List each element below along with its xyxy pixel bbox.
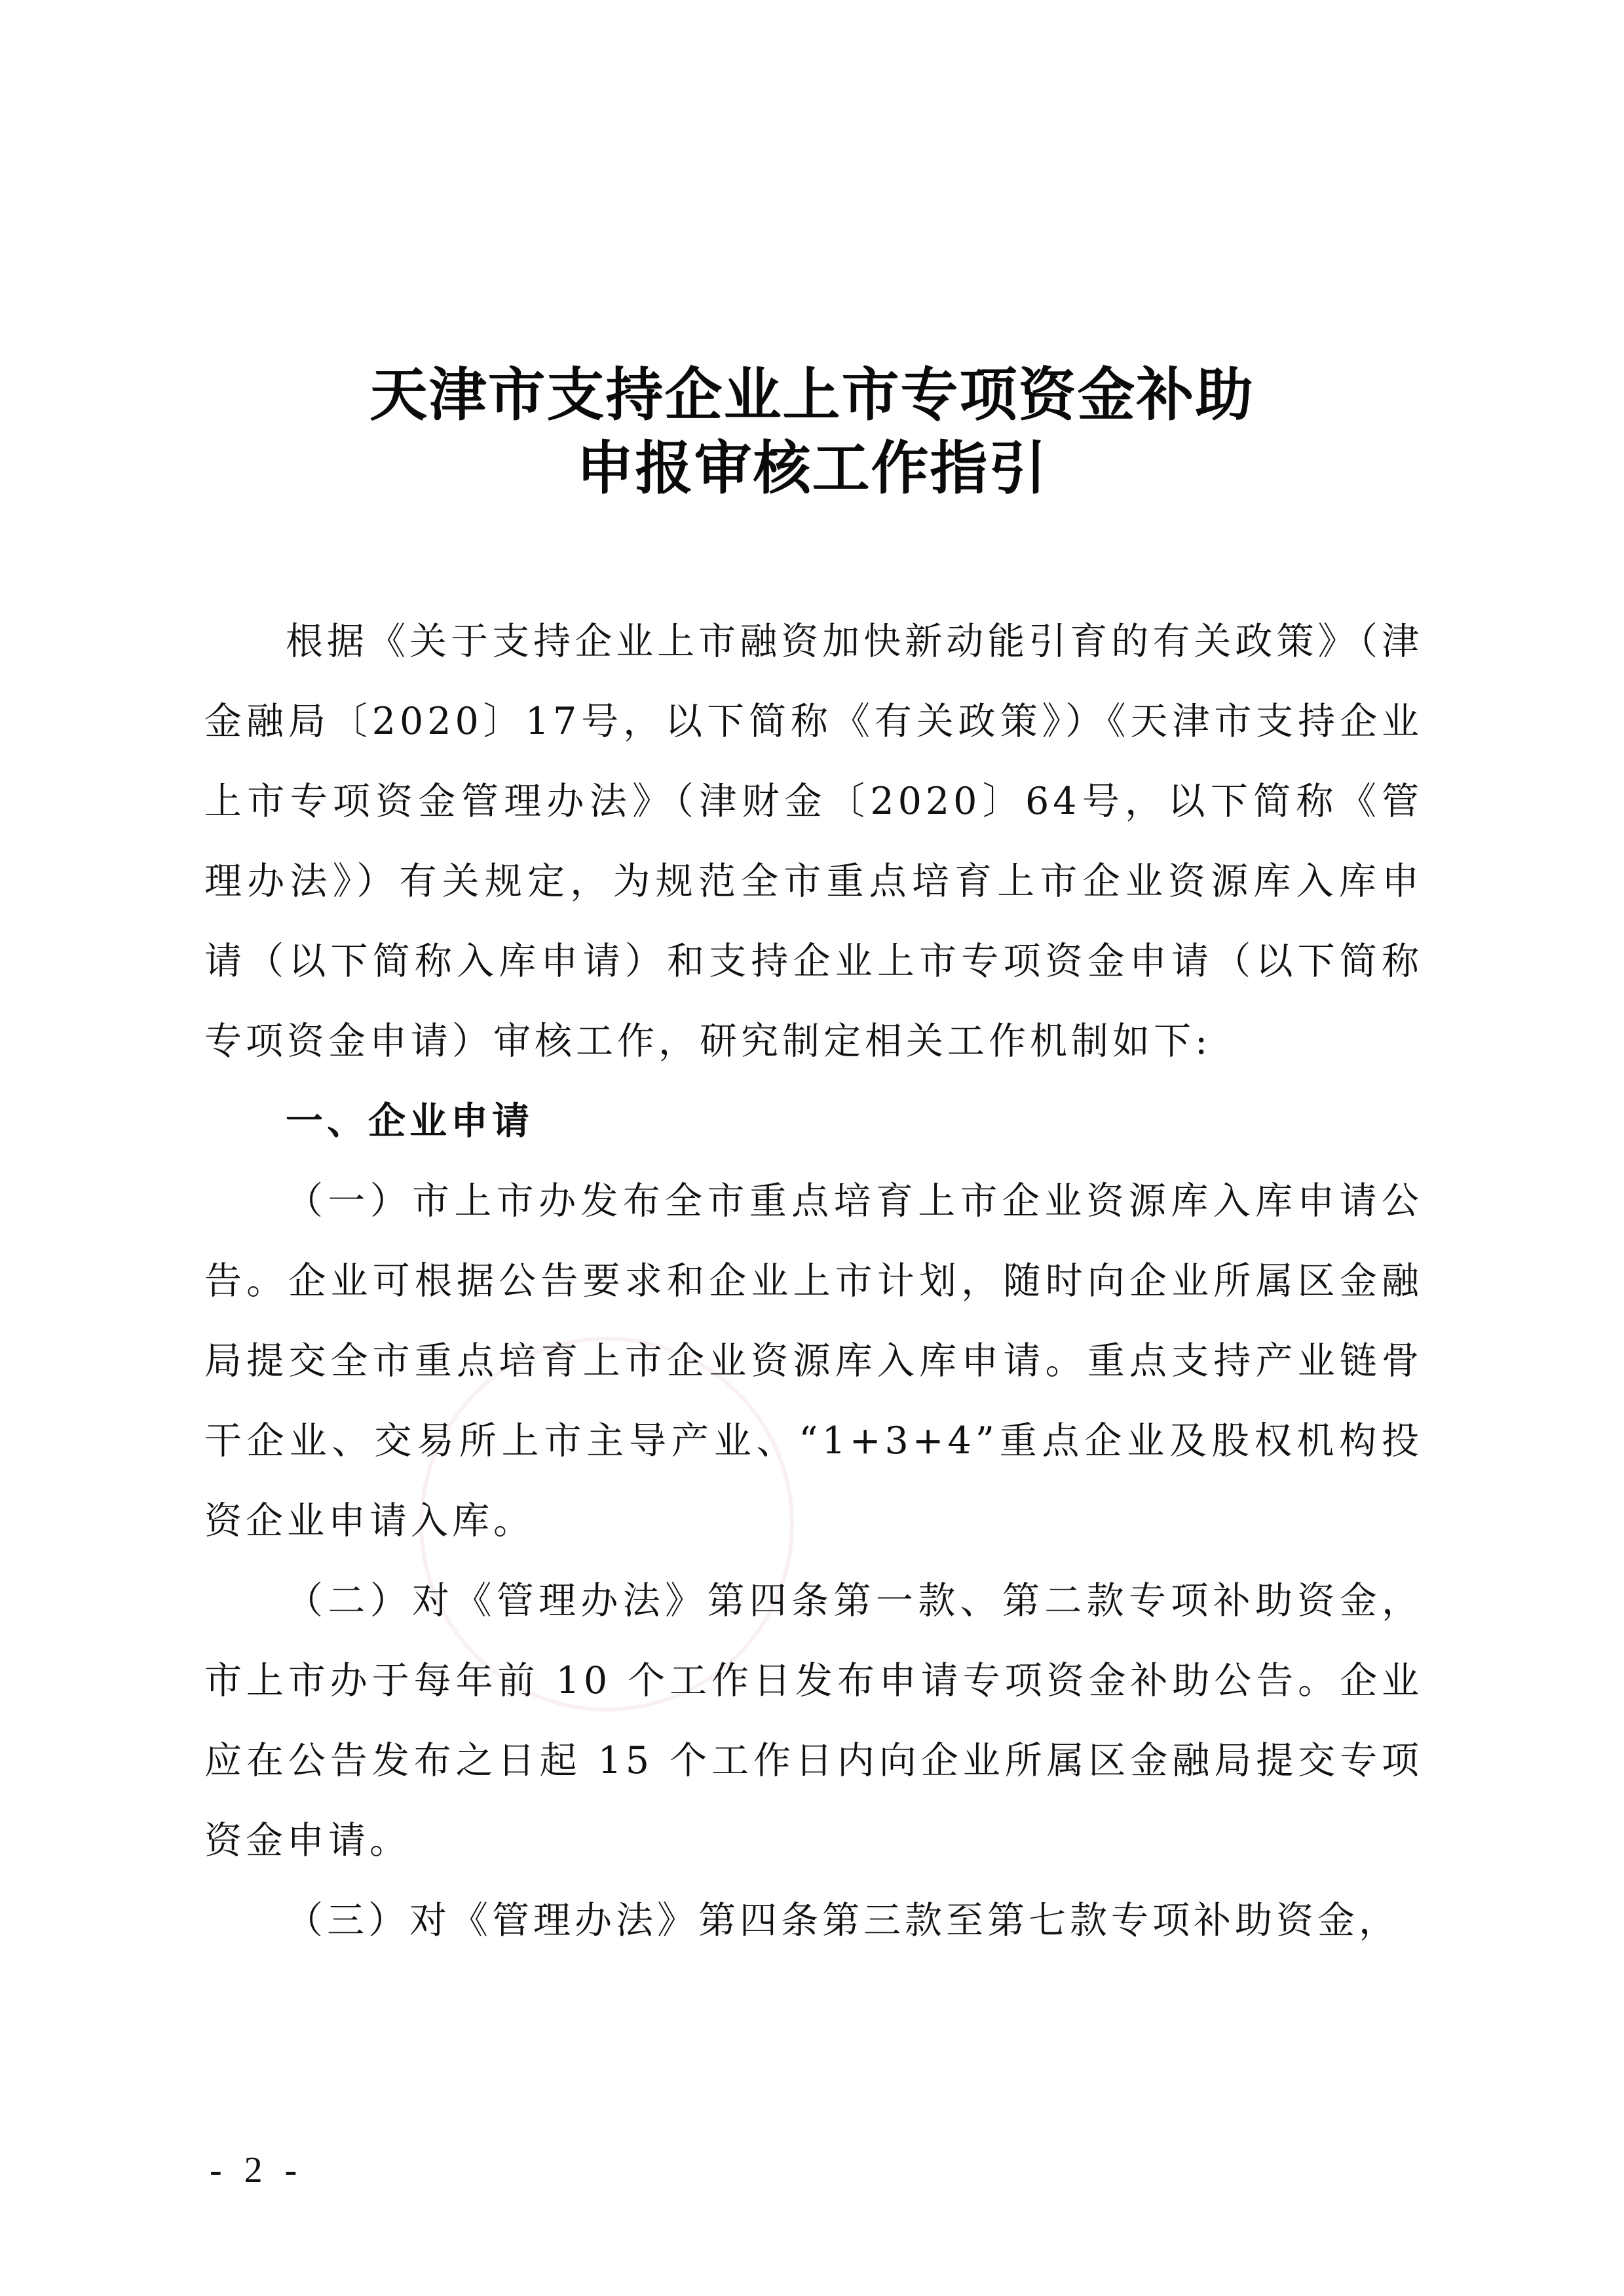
section-heading-enterprise-application: 一、企业申请 [286,1100,533,1143]
document-body [204,602,1423,1961]
section1-item-3: （三）对《管理办法》第四条第三款至第七款专项补助资金， [286,1899,1400,1942]
document-title-line2: 申报审核工作指引 [576,434,1048,502]
document-title-line1: 天津市支持企业上市专项资金补助 [369,361,1255,429]
section1-item-1: （一）市上市办发布全市重点培育上市企业资源库入库申请公告。企业可根据公告要求和企业上市计划，随时向企业所属区金融局提交全市重点培育上市企业资源库入库申请。重点支持产业链骨干企业、交易所上市主导产业、“1+3+4”重点企业及股权机构投资企业申请入库。 [204,1179,1423,1542]
intro-paragraph: 根据《关于支持企业上市融资加快新动能引育的有关政策》（津金融局〔2020〕17号，以下简称《有关政策》）《天津市支持企业上市专项资金管理办法》（津财金〔2020〕64号，以下简称《管理办法》）有关规定，为规范全市重点培育上市企业资源库入库申请（以下简称入库申请）和支持企业上市专项资金申请（以下简称专项资金申请）审核工作，研究制定相关工作机制如下: [204,620,1423,1063]
page-number: - 2 - [210,2150,304,2191]
section1-item-2: （二）对《管理办法》第四条第一款、第二款专项补助资金，市上市办于每年前 10 个工作日发布申请专项资金补助公告。企业应在公告发布之日起 15 个工作日内向企业所属区金融局提交专项资金申请。 [204,1579,1423,1862]
